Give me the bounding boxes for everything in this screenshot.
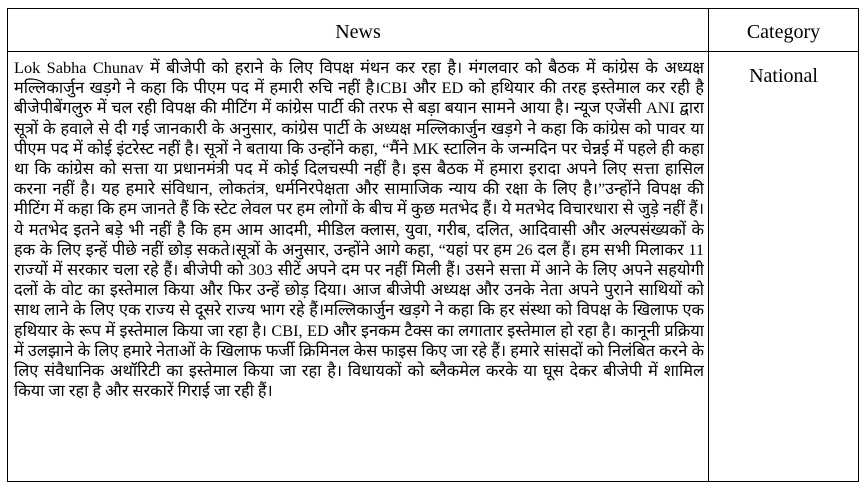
- news-table: [7, 8, 859, 482]
- category-cell: National: [749, 65, 818, 87]
- table-header-row: [8, 9, 858, 52]
- header-news: News: [335, 21, 381, 43]
- header-category: Category: [746, 21, 821, 43]
- news-text-cell: Lok Sabha Chunav में बीजेपी को हराने के लिए विपक्ष मंथन कर रहा है। मंगलवार को बैठक में कांग्रेस के अध्यक्ष मल्लिकार्जुन खड़गे ने कहा कि पीएम पद में हमारी रुचि नहीं है।CBI और ED को हथियार की तरह इस्तेमाल कर रही है बीजेपीबेंगलुरु में चल रही विपक्ष की मीटिंग में कांग्रेस पार्टी की तरफ से बड़ा बयान सामने आया है। न्यूज एजेंसी ANI द्वारा सूत्रों के हवाले से दी गई जानकारी के अनुसार, कांग्रेस पार्टी के अध्यक्ष मल्लिकार्जुन खड़गे ने कहा कि कांग्रेस को पावर या पीएम पद में कोई इंटरेस्ट नहीं है। सूत्रों ने बताया कि उन्होंने कहा, “मैंने MK स्टालिन के जन्मदिन पर चेन्नई में पहले ही कहा था कि कांग्रेस को सत्ता या प्रधानमंत्री पद में कोई दिलचस्पी नहीं है। इस बैठक में हमारा इरादा अपने लिए सत्ता हासिल करना नहीं है। यह हमारे संविधान, लोकतंत्र, धर्मनिरपेक्षता और सामाजिक न्याय की रक्षा के लिए है।”उन्होंने विपक्ष की मीटिंग में कहा कि हम जानते हैं कि स्टेट लेवल पर हम लोगों के बीच में कुछ मतभेद हैं। ये मतभेद विचारधारा से जुड़े नहीं हैं। ये मतभेद इतने बड़े भी नहीं है कि हम आम आदमी, मीडिल क्लास, युवा, गरीब, दलित, आदिवासी और अल्पसंख्यकों के हक के लिए इन्हें पीछे नहीं छोड़ सकते।सूत्रों के अनुसार, उन्होंने आगे कहा, “यहां पर हम 26 दल हैं। हम सभी मिलाकर 11 राज्यों में सरकार चला रहे हैं। बीजेपी को 303 सीटें अपने दम पर नहीं मिली हैं। उसने सत्ता में आने के लिए अपने सहयोगी दलों के वोट का इस्तेमाल किया और फिर उन्हें छोड़ दिया। आज बीजेपी अध्यक्ष और उनके नेता अपने पुराने साथियों को साथ लाने के लिए एक राज्य से दूसरे राज्य भाग रहे हैं।मल्लिकार्जुन खड़गे ने कहा कि हर संस्था को विपक्ष के खिलाफ एक हथियार के रूप में इस्तेमाल किया जा रहा है। CBI, ED और इनकम टैक्स का लगातार इस्तेमाल हो रहा है। कानूनी प्रक्रिया में उलझाने के लिए हमारे नेताओं के खिलाफ फर्जी क्रिमिनल केस फाइस किए जा रहे हैं। हमारे सांसदों को निलंबित करने के लिए संवैधानिक अथॉरिटी का इस्तेमाल किया जा रहा है। विधायकों को ब्लैकमेल करके या घूस देकर बीजेपी में शामिल किया जा रहा है और सरकारें गिराई जा रही हैं।: [14, 58, 704, 401]
